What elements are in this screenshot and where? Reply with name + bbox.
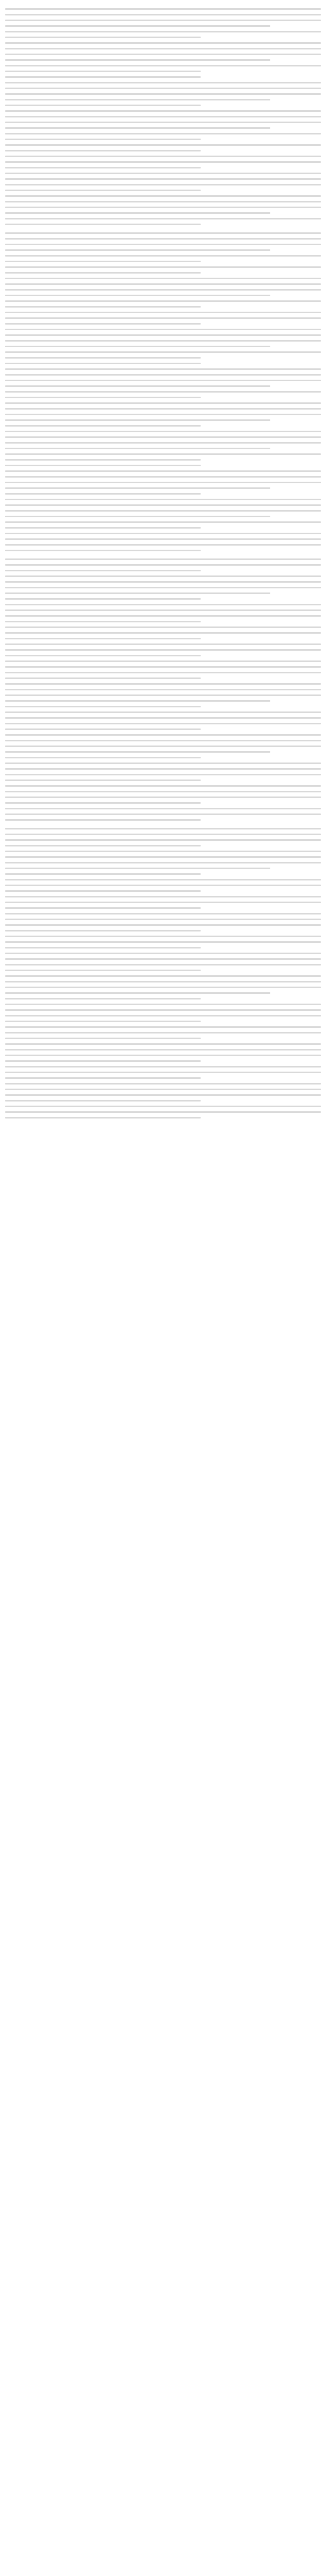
text-line	[5, 1094, 321, 1096]
paragraph	[5, 42, 321, 78]
text-line	[5, 550, 201, 551]
paragraph	[5, 734, 321, 758]
text-line	[5, 521, 321, 523]
text-line	[5, 740, 321, 741]
paragraph	[5, 643, 321, 656]
text-line	[5, 834, 321, 835]
text-line	[5, 1038, 201, 1039]
paragraph	[5, 851, 321, 875]
text-line	[5, 1111, 321, 1113]
paragraph	[5, 683, 321, 707]
text-line	[5, 8, 321, 10]
text-line	[5, 711, 321, 713]
text-line	[5, 212, 270, 214]
text-line	[5, 527, 201, 529]
text-line	[5, 238, 321, 240]
text-line	[5, 774, 321, 775]
text-line	[5, 677, 201, 679]
text-line	[5, 700, 270, 702]
text-line	[5, 442, 321, 444]
text-line	[5, 941, 321, 943]
paragraph	[5, 1026, 321, 1039]
text-line	[5, 1055, 321, 1056]
text-line	[5, 655, 201, 656]
text-line	[5, 510, 321, 512]
text-line	[5, 419, 270, 421]
text-line	[5, 660, 321, 662]
text-line	[5, 723, 321, 724]
text-line	[5, 14, 321, 15]
text-line	[5, 1026, 321, 1028]
paragraph	[5, 431, 321, 466]
text-line	[5, 558, 321, 560]
text-line	[5, 133, 321, 134]
text-line	[5, 391, 321, 393]
text-line	[5, 728, 201, 730]
text-line	[5, 896, 321, 897]
text-line	[5, 845, 201, 846]
text-line	[5, 873, 201, 875]
text-line	[5, 470, 321, 472]
text-line	[5, 796, 321, 798]
text-line	[5, 1117, 201, 1118]
text-line	[5, 156, 321, 157]
text-line	[5, 408, 321, 410]
text-line	[5, 1100, 201, 1101]
text-line	[5, 689, 321, 690]
text-line	[5, 1004, 321, 1005]
text-line	[5, 638, 201, 639]
text-line	[5, 1077, 201, 1079]
paragraph	[5, 278, 321, 325]
text-line	[5, 190, 201, 191]
paragraph	[5, 470, 321, 495]
text-line	[5, 879, 321, 880]
text-line	[5, 218, 321, 219]
text-line	[5, 82, 321, 83]
text-line	[5, 272, 201, 274]
text-line	[5, 402, 321, 404]
text-line	[5, 127, 270, 129]
text-line	[5, 334, 321, 336]
text-line	[5, 20, 321, 21]
text-line	[5, 167, 201, 168]
text-line	[5, 839, 321, 841]
text-line	[5, 1049, 321, 1050]
paragraph	[5, 711, 321, 730]
text-line	[5, 476, 321, 478]
paragraph	[5, 1043, 321, 1062]
text-line	[5, 88, 321, 89]
paragraph	[5, 533, 321, 551]
text-line	[5, 779, 201, 781]
text-line	[5, 862, 321, 863]
text-line	[5, 244, 321, 245]
text-line	[5, 374, 321, 376]
text-line	[5, 819, 201, 821]
text-line	[5, 1106, 321, 1107]
text-line	[5, 25, 270, 27]
paragraph	[5, 8, 321, 38]
paragraph	[5, 660, 321, 679]
text-line	[5, 65, 321, 66]
text-line	[5, 851, 321, 852]
text-line	[5, 397, 201, 398]
text-line	[5, 581, 321, 583]
text-line	[5, 31, 321, 32]
text-line	[5, 885, 321, 886]
text-line	[5, 116, 321, 117]
text-line	[5, 323, 201, 325]
text-line	[5, 363, 201, 364]
text-line	[5, 105, 201, 106]
text-line	[5, 913, 321, 914]
text-line	[5, 924, 321, 926]
paragraph	[5, 808, 321, 821]
text-line	[5, 970, 201, 971]
paragraph	[5, 329, 321, 364]
text-line	[5, 499, 321, 500]
paragraph	[5, 828, 321, 846]
text-line	[5, 459, 201, 461]
text-line	[5, 751, 270, 753]
text-line	[5, 919, 321, 920]
paragraph	[5, 82, 321, 106]
text-line	[5, 368, 321, 370]
text-line	[5, 351, 321, 353]
text-line	[5, 122, 321, 123]
text-line	[5, 380, 321, 381]
text-line	[5, 592, 270, 594]
text-line	[5, 1089, 321, 1090]
text-line	[5, 953, 321, 954]
text-line	[5, 317, 321, 319]
text-line	[5, 295, 270, 296]
text-line	[5, 643, 321, 645]
text-line	[5, 255, 321, 257]
text-line	[5, 283, 321, 285]
text-line	[5, 139, 201, 140]
text-line	[5, 42, 321, 44]
paragraph	[5, 953, 321, 971]
text-line	[5, 672, 321, 673]
text-line	[5, 791, 321, 792]
text-line	[5, 609, 321, 611]
text-line	[5, 604, 321, 605]
paragraph	[5, 762, 321, 781]
text-line	[5, 184, 321, 185]
paragraph	[5, 936, 321, 948]
text-line	[5, 431, 321, 432]
text-line	[5, 173, 321, 174]
paragraph	[5, 110, 321, 151]
text-line	[5, 266, 321, 268]
text-line	[5, 99, 270, 100]
text-line	[5, 249, 270, 251]
text-line	[5, 621, 201, 622]
text-line	[5, 195, 321, 197]
text-line	[5, 626, 321, 628]
text-line	[5, 1032, 321, 1033]
paragraph	[5, 879, 321, 892]
text-line	[5, 150, 201, 151]
text-line	[5, 902, 321, 903]
text-line	[5, 465, 201, 466]
text-line	[5, 93, 321, 95]
text-line	[5, 425, 201, 427]
text-line	[5, 587, 321, 588]
paragraph	[5, 896, 321, 909]
text-line	[5, 666, 321, 668]
text-line	[5, 868, 270, 869]
paragraph	[5, 499, 321, 529]
text-line	[5, 504, 321, 506]
text-line	[5, 144, 321, 146]
text-line	[5, 289, 321, 291]
text-line	[5, 161, 321, 163]
text-line	[5, 570, 201, 571]
text-line	[5, 814, 321, 815]
text-line	[5, 706, 201, 707]
text-line	[5, 992, 270, 994]
text-line	[5, 453, 321, 455]
text-line	[5, 981, 321, 982]
text-line	[5, 964, 321, 965]
text-line	[5, 516, 270, 517]
paragraph	[5, 1083, 321, 1101]
paragraph	[5, 558, 321, 571]
text-line	[5, 37, 201, 38]
text-line	[5, 649, 321, 651]
text-line	[5, 987, 321, 988]
text-line	[5, 936, 321, 937]
text-line	[5, 1043, 321, 1045]
paragraph	[5, 785, 321, 804]
text-line	[5, 1072, 321, 1073]
paragraph	[5, 575, 321, 600]
text-line	[5, 261, 201, 262]
text-line	[5, 694, 321, 696]
text-line	[5, 890, 201, 892]
text-line	[5, 329, 321, 330]
text-line	[5, 856, 321, 858]
text-line	[5, 683, 321, 685]
text-line	[5, 538, 321, 540]
text-line	[5, 828, 321, 829]
text-line	[5, 1083, 321, 1084]
paragraph	[5, 1066, 321, 1079]
text-line	[5, 958, 321, 960]
text-line	[5, 1066, 321, 1067]
paragraph	[5, 1004, 321, 1022]
text-line	[5, 785, 321, 787]
document-body	[0, 8, 326, 1118]
text-line	[5, 300, 321, 302]
text-line	[5, 71, 201, 72]
text-line	[5, 1009, 321, 1011]
paragraph	[5, 1106, 321, 1118]
text-line	[5, 54, 321, 55]
text-line	[5, 48, 321, 49]
paragraph	[5, 368, 321, 398]
text-line	[5, 487, 270, 489]
paragraph	[5, 913, 321, 931]
text-line	[5, 76, 201, 78]
text-line	[5, 201, 321, 202]
text-line	[5, 385, 270, 387]
paragraph	[5, 626, 321, 639]
text-line	[5, 762, 321, 764]
text-line	[5, 975, 321, 977]
text-line	[5, 544, 321, 546]
text-line	[5, 207, 321, 208]
text-line	[5, 1021, 201, 1022]
text-line	[5, 448, 270, 449]
text-line	[5, 436, 321, 438]
text-line	[5, 998, 201, 999]
paragraph	[5, 604, 321, 622]
text-line	[5, 59, 270, 61]
text-line	[5, 493, 201, 495]
paragraph	[5, 195, 321, 225]
text-line	[5, 533, 321, 534]
text-line	[5, 278, 321, 279]
text-line	[5, 312, 321, 313]
text-line	[5, 632, 321, 634]
text-line	[5, 768, 321, 770]
text-line	[5, 346, 270, 347]
text-line	[5, 802, 201, 804]
paragraph	[5, 232, 321, 274]
text-line	[5, 808, 321, 809]
paragraph	[5, 975, 321, 999]
text-line	[5, 1015, 321, 1016]
paragraph	[5, 173, 321, 191]
text-line	[5, 615, 321, 617]
text-line	[5, 907, 201, 909]
text-line	[5, 357, 201, 359]
text-line	[5, 575, 321, 577]
paragraph	[5, 402, 321, 427]
text-line	[5, 930, 201, 931]
text-line	[5, 232, 321, 234]
paragraph	[5, 156, 321, 168]
text-line	[5, 110, 321, 112]
text-line	[5, 178, 321, 180]
text-line	[5, 482, 321, 483]
text-line	[5, 564, 321, 566]
text-line	[5, 598, 201, 600]
text-line	[5, 340, 321, 342]
text-line	[5, 224, 201, 225]
text-line	[5, 414, 321, 415]
text-line	[5, 757, 201, 758]
text-line	[5, 734, 321, 736]
text-line	[5, 745, 321, 747]
text-line	[5, 717, 321, 719]
text-line	[5, 1060, 201, 1062]
text-line	[5, 306, 201, 308]
text-line	[5, 947, 201, 948]
